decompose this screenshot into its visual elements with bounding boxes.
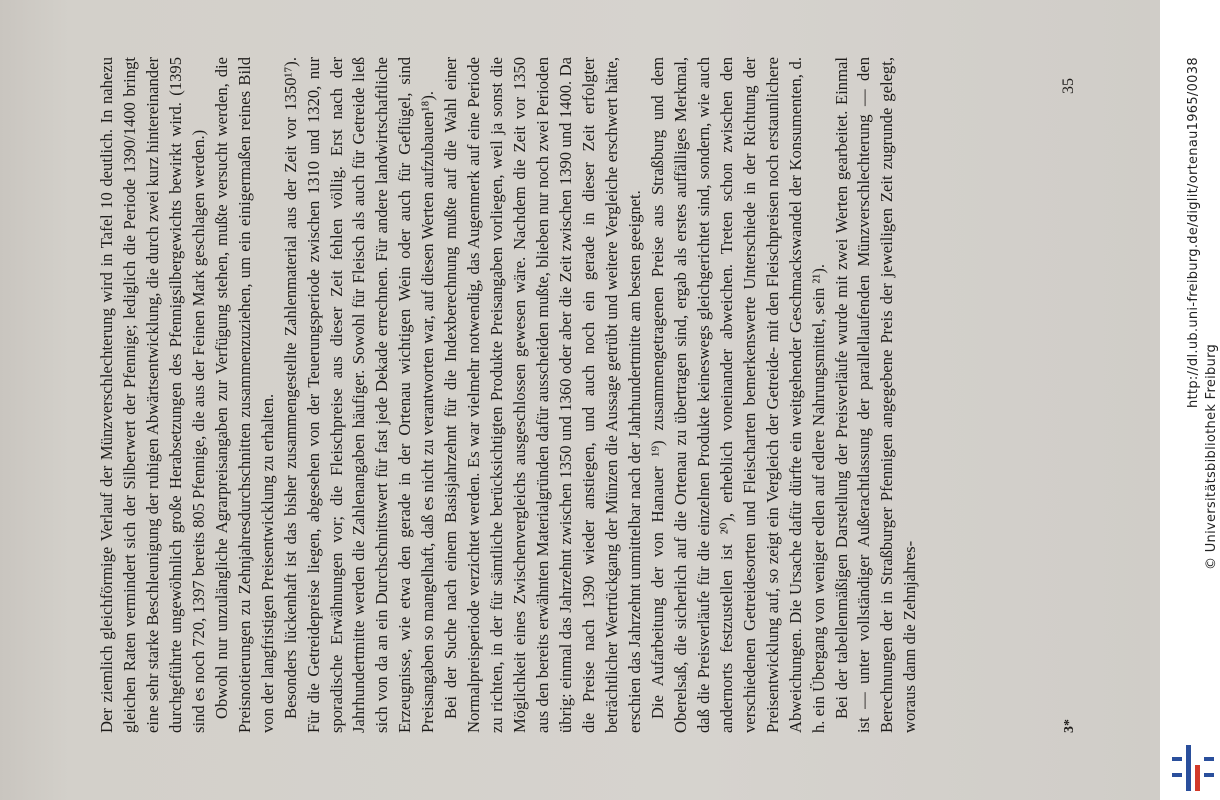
paragraph: Obwohl nur unzulängliche Agrarpreisangaben zur Verfügung stehen, mußte versucht werden, die Preisnotierungen zu Zehnjahresdurchschnitten zusammenzuziehen, um ein einigermaßen reines Bild von der langfristigen Preisentwicklung zu erhalten.: [211, 57, 277, 733]
source-url[interactable]: http://dl.ub.uni-freiburg.de/diglit/ortenau1965/0038: [1186, 57, 1201, 408]
signature-mark: 3*: [1062, 719, 1077, 733]
paragraph: Besonders lückenhaft ist das bisher zusammengestellte Zahlenmaterial aus der Zeit vor 1350¹⁷). Für die Getreidepreise liegen, abgesehen von der Teuerungsperiode zwischen 1310 und 1320, nur sporadische Erwähnungen vor; die Fleischpreise aus dieser Zeit fehlen völlig. Erst nach der Jahrhundertmitte werden die Zahlenangaben häufiger. Sowohl für Fleisch als auch für Getreide ließ sich von da an ein Durchschnittswert für fast jede Dekade errechnen. Für andere landwirtschaftliche Erzeugnisse, wie etwa den gerade in der Ortenau wichtigen Wein oder auch für Geflügel, sind Preisangaben so mangelhaft, daß es nicht zu verantworten war, auf diesen Werten aufzubauen¹⁸).: [280, 57, 438, 733]
body-text: [96, 57, 922, 733]
page-number: 35: [1060, 78, 1077, 94]
paragraph: Die Aufarbeitung der von Hanauer ¹⁹) zusammengetragenen Preise aus Straßburg und dem Oberelsaß, die sicherlich auf die Ortenau zu übertragen sind, ergab als erstes auffälliges Merkmal, daß die Preisverläufe für die einzelnen Produkte keineswegs gleichgerichtet sind, sondern, wie auch andernorts festzustellen ist ²⁰), erheblich voneinander abweichen. Treten schon zwischen den verschiedenen Getreidesorten und Fleischarten bemerkenswerte Unterschiede in der Richtung der Preisentwicklung auf, so zeigt ein Vergleich der Getreide- mit den Fleischpreisen noch erstaunlichere Abweichungen. Die Ursache dafür dürfte ein weitgehender Geschmackswandel der Konsumenten, d. h. ein Übergang von weniger edlen auf edlere Nahrungsmittel, sein ²¹).: [647, 57, 828, 733]
library-logo-icon: [1172, 745, 1216, 791]
paragraph: Bei der tabellenmäßigen Darstellung der Preisverläufe wurde mit zwei Werten gearbeitet. Einmal ist — unter vollständiger Außerachtlassung der parallellaufenden Münzverschlechterung — den Berechnungen der in Straßburger Pfennigen angegebene Preis der jeweiligen Zeit zugrunde gelegt, woraus dann die Zehnjahres-: [831, 57, 920, 733]
paragraph: Bei der Suche nach einem Basisjahrzehnt für die Indexberechnung mußte auf die Wahl einer Normalpreisperiode verzichtet werden. Es war vielmehr notwendig, das Augenmerk auf eine Periode zu richten, in der für sämtliche berücksichtigten Produkte Preisangaben vorliegen, weil ja sonst die Möglichkeit eines Zwischenvergleichs ausgeschlossen gewesen wäre. Nachdem die Zeit vor 1350 aus den bereits erwähnten Materialgründen dafür ausscheiden mußte, blieben nur noch zwei Perioden übrig: einmal das Jahrzehnt zwischen 1350 und 1360 oder aber die Zeit zwischen 1390 und 1400. Da die Preise nach 1390 wieder anstiegen, und auch noch ein gerade in dieser Zeit erfolgter beträchtlicher Wertrückgang der Münzen die Aussage getrübt und weitere Vergleiche erschwert hätte, erschien das Jahrzehnt unmittelbar nach der Jahrhundertmitte am besten geeignet.: [441, 57, 644, 733]
copyright-notice: © Universitätsbibliothek Freiburg: [1204, 343, 1219, 570]
paragraph: Der ziemlich gleichförmige Verlauf der Münzverschlechterung wird in Tafel 10 deutlich. In nahezu gleichen Raten vermindert sich der Silberwert der Pfennige; lediglich die Periode 1390/1400 bringt eine sehr starke Beschleunigung der ruhigen Abwärtsentwicklung, die durch zwei kurz hintereinander durchgeführte ungewöhnlich große Herabsetzungen des Pfennigsilbergewichts bewirkt wird. (1395 sind es noch 720, 1397 bereits 805 Pfennige, die aus der Feinen Mark geschlagen werden.): [97, 57, 208, 733]
